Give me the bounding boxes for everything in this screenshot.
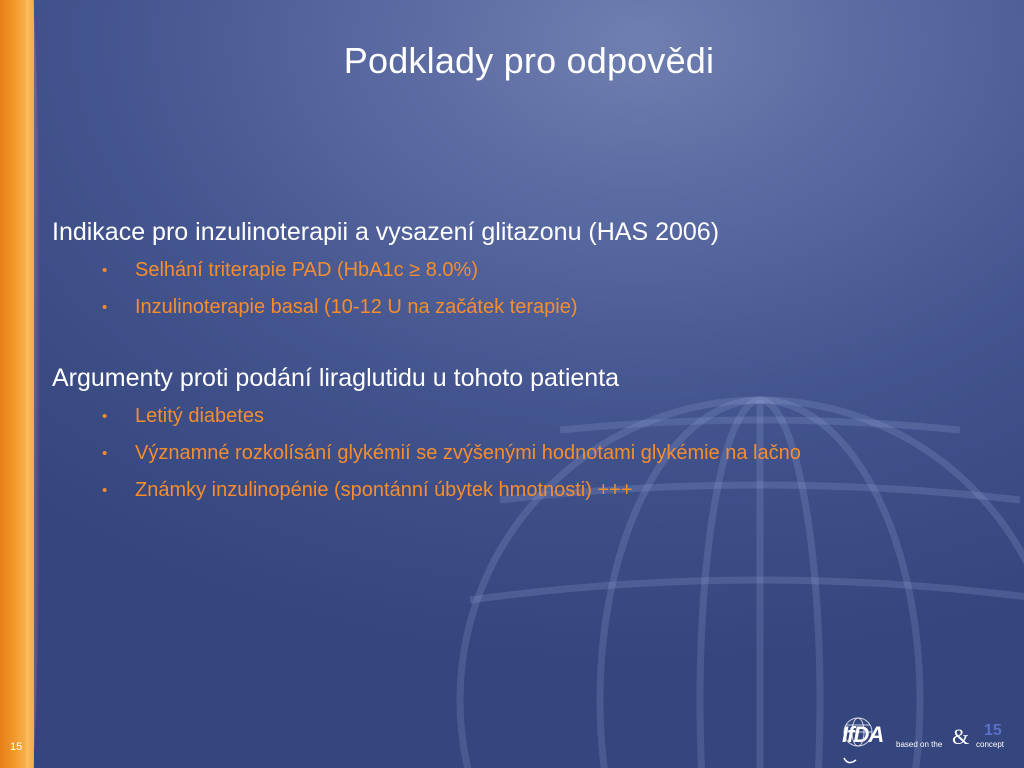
bullet-icon: • — [102, 482, 108, 499]
bullet-icon: • — [102, 262, 108, 279]
list-item — [52, 398, 1002, 435]
bullet-text: Inzulinoterapie basal (10-12 U na začátek terapie) — [135, 296, 578, 318]
page-number-right: 15 — [984, 722, 1002, 739]
list-item — [52, 435, 1002, 472]
ampersand-symbol: & — [952, 724, 970, 749]
page-number-left: 15 — [10, 741, 23, 753]
slide-content — [52, 214, 1002, 509]
list-item — [52, 289, 1002, 326]
list-item — [52, 252, 1002, 289]
list-item — [52, 472, 1002, 509]
bullet-text: Selhání triterapie PAD (HbA1c ≥ 8.0%) — [135, 259, 478, 281]
slide-title: Podklady pro odpovědi — [343, 40, 715, 81]
bullet-icon: • — [102, 299, 108, 316]
logo-text: IfDA — [842, 722, 884, 747]
bullet-text: Letitý diabetes — [135, 405, 264, 427]
bullet-list-indications — [52, 252, 1002, 326]
bullet-text: Známky inzulinopénie (spontánní úbytek hmotnosti) +++ — [135, 479, 633, 501]
bullet-icon: • — [102, 445, 108, 462]
bullet-icon: • — [102, 408, 108, 425]
bullet-text: Významné rozkolísání glykémií se zvýšenými hodnotami glykémie na lačno — [135, 442, 801, 464]
concept-text: concept — [976, 740, 1005, 749]
based-on-text: based on the — [896, 740, 943, 749]
section-heading-arguments: Argumenty proti podání liraglutidu u tohoto patienta — [52, 364, 620, 392]
bullet-list-arguments — [52, 398, 1002, 509]
section-heading-indications: Indikace pro inzulinoterapii a vysazení glitazonu (HAS 2006) — [52, 218, 720, 246]
